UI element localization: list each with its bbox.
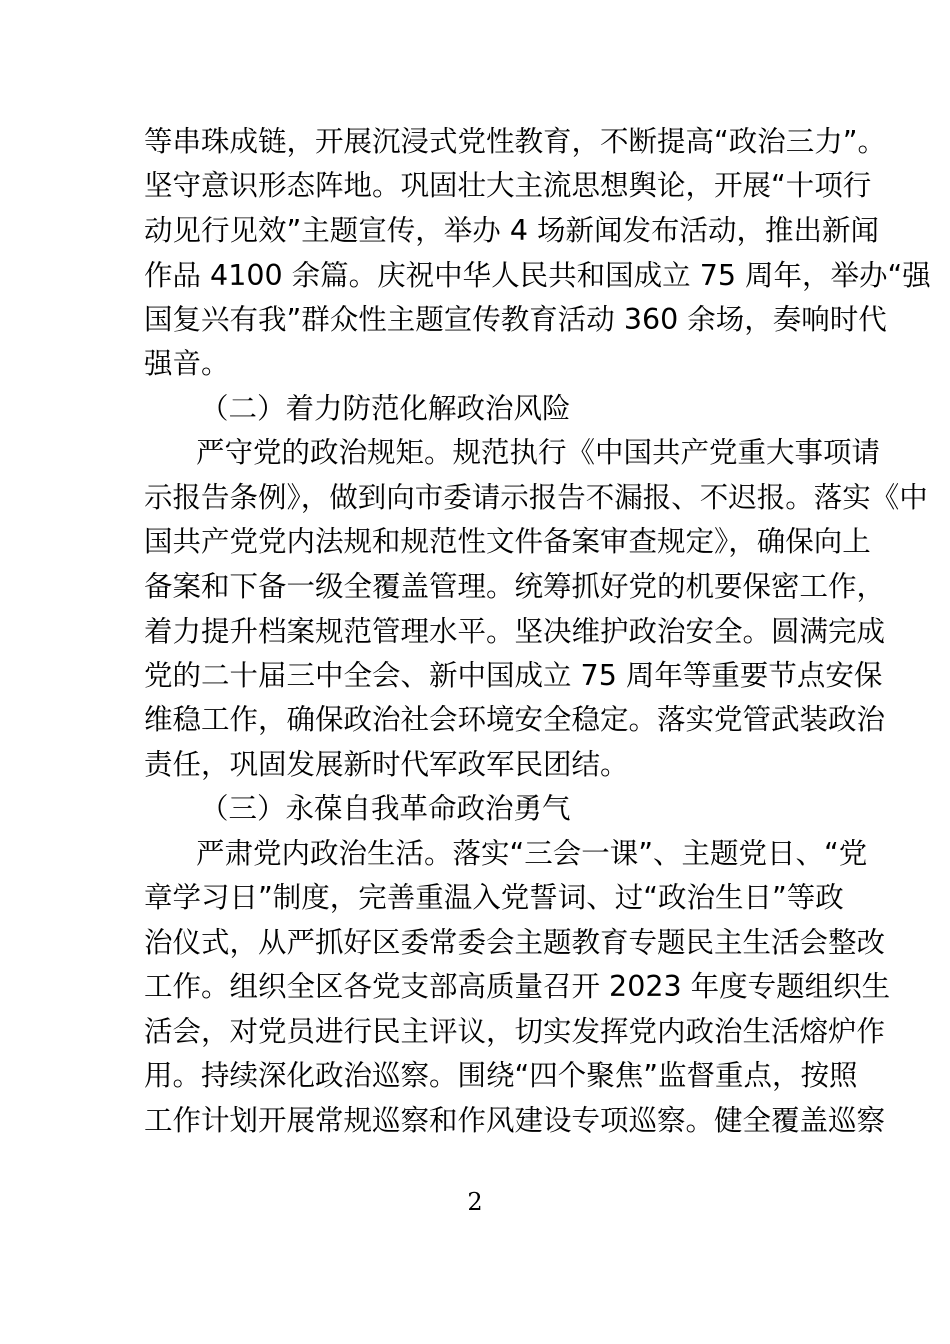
body-text-line: 工作。组织全区各党支部高质量召开 2023 年度专题组织生 [144, 970, 891, 1003]
body-text-line: 党的二十届三中全会、新中国成立 75 周年等重要节点安保 [144, 659, 883, 692]
body-text-line: 备案和下备一级全覆盖管理。统筹抓好党的机要保密工作， [144, 570, 886, 603]
body-text-line: 坚守意识形态阵地。巩固壮大主流思想舆论，开展“十项行 [144, 169, 872, 202]
page-number: 2 [467, 1188, 483, 1216]
body-text-line: 严肃党内政治生活。落实“三会一课”、主题党日、“党 [196, 837, 868, 870]
body-text-line: 动见行见效”主题宣传，举办 4 场新闻发布活动，推出新闻 [144, 214, 880, 247]
body-text-line: 活会，对党员进行民主评议，切实发挥党内政治生活熔炉作 [144, 1015, 886, 1048]
body-text-line: 着力提升档案规范管理水平。坚决维护政治安全。圆满完成 [144, 615, 886, 648]
body-text-line: 示报告条例》，做到向市委请示报告不漏报、不迟报。落实《中 [144, 481, 928, 514]
body-text-line: 强音。 [144, 347, 230, 380]
body-text-line: 作品 4100 余篇。庆祝中华人民共和国成立 75 周年，举办“强 [144, 259, 931, 292]
body-text-line: 等串珠成链，开展沉浸式党性教育，不断提高“政治三力”。 [144, 125, 887, 158]
section-heading: （三）永葆自我革命政治勇气 [200, 792, 571, 825]
body-text-line: 治仪式，从严抓好区委常委会主题教育专题民主生活会整改 [144, 926, 886, 959]
body-text-line: 责任，巩固发展新时代军政军民团结。 [144, 748, 629, 781]
section-heading: （二）着力防范化解政治风险 [200, 392, 571, 425]
body-text-line: 国共产党党内法规和规范性文件备案审查规定》，确保向上 [144, 525, 871, 558]
body-text-line: 章学习日”制度，完善重温入党誓词、过“政治生日”等政 [144, 881, 844, 914]
body-text-line: 维稳工作，确保政治社会环境安全稳定。落实党管武装政治 [144, 703, 886, 736]
body-text-line: 严守党的政治规矩。规范执行《中国共产党重大事项请 [196, 436, 881, 469]
body-text-line: 国复兴有我”群众性主题宣传教育活动 360 余场，奏响时代 [144, 303, 887, 336]
body-text-line: 用。持续深化政治巡察。围绕“四个聚焦”监督重点，按照 [144, 1059, 858, 1092]
body-text-line: 工作计划开展常规巡察和作风建设专项巡察。健全覆盖巡察 [144, 1104, 886, 1137]
